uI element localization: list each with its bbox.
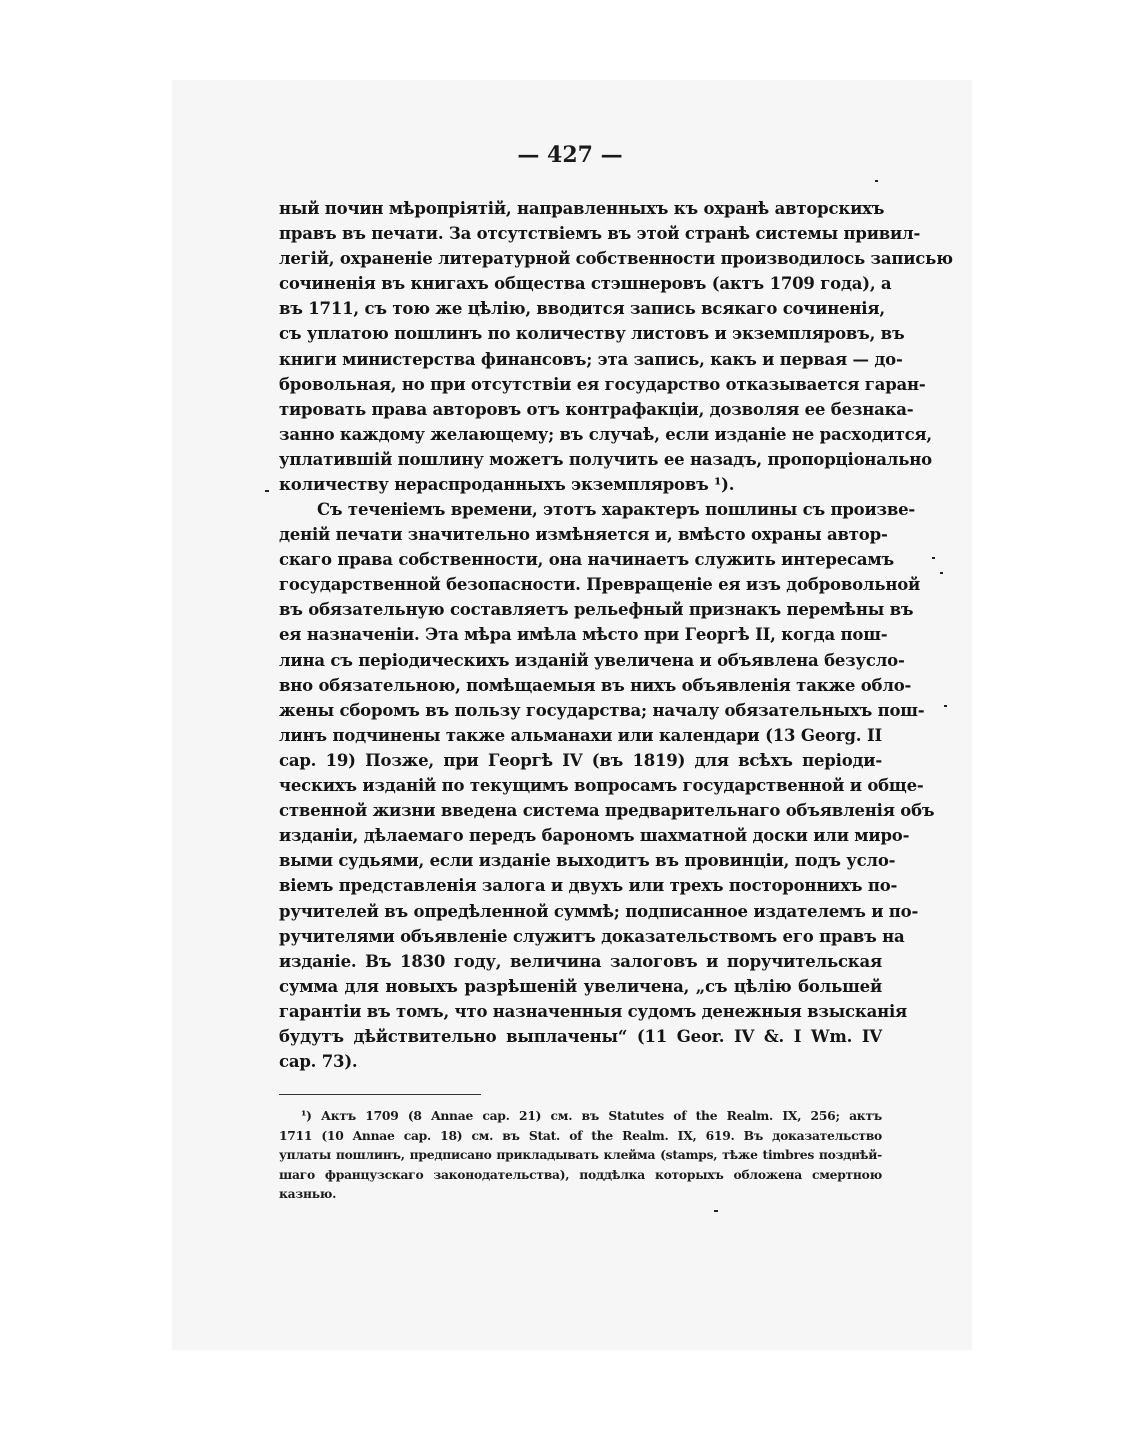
text-line: въ обязательную составляетъ рельефный признакъ перемѣны въ	[279, 600, 914, 620]
footnote-line: ¹) Актъ 1709 (8 Annae cap. 21) см. въ Statutes of the Realm. IX, 256; актъ	[301, 1108, 882, 1123]
text-line: будутъ дѣйствительно выплачены“ (11 Geor. IV &. I Wm. IV	[279, 1026, 882, 1046]
text-line: въ 1711, съ тою же цѣлію, вводится запись всякаго сочиненія,	[279, 299, 885, 319]
text-line: скаго права собственности, она начинаетъ служить интересамъ	[279, 550, 894, 570]
paragraph-2	[279, 497, 935, 1074]
text-line: съ уплатою пошлинъ по количеству листовъ и экземпляровъ, въ	[279, 324, 905, 344]
text-line: сумма для новыхъ разрѣшеній увеличена, „съ цѣлію большей	[279, 976, 882, 996]
text-line: ческихъ изданій по текущимъ вопросамъ государственной и обще-	[279, 776, 924, 796]
text-line: ручителями объявленіе служитъ доказательствомъ его правъ на	[279, 926, 905, 946]
text-line: жены сборомъ въ пользу государства; началу обязательныхъ пош-	[279, 700, 925, 720]
footnote-line: шаго французскаго законодательства), поддѣлка которыхъ обложена смертною	[279, 1166, 882, 1182]
text-line: віемъ представленія залога и двухъ или трехъ постороннихъ по-	[279, 876, 898, 896]
text-line: вно обязательною, помѣщаемыя въ нихъ объявленія также обло-	[279, 675, 912, 695]
text-line: деній печати значительно измѣняется и, вмѣсто охраны автор-	[279, 525, 888, 545]
text-line: сочиненія въ книгахъ общества стэшнеровъ (актъ 1709 года), а	[279, 274, 892, 294]
text-line: тировать права авторовъ отъ контрафакціи, дозволяя ее безнака-	[279, 399, 914, 419]
footnote-line: казнью.	[279, 1186, 337, 1201]
scan-speck	[265, 490, 269, 492]
text-line: правъ въ печати. За отсутствіемъ въ этой странѣ системы привил-	[279, 224, 921, 244]
text-line: количеству нераспроданныхъ экземпляровъ ¹).	[279, 475, 735, 495]
scan-speck	[714, 1210, 718, 1212]
text-line: занно каждому желающему; въ случаѣ, если изданіе не расходится,	[279, 424, 932, 444]
text-line: изданіе. Въ 1830 году, величина залоговъ и поручительская	[279, 951, 882, 971]
paragraph-1	[279, 196, 953, 497]
text-line: выми судьями, если изданіе выходитъ въ провинціи, подъ усло-	[279, 851, 896, 871]
scan-speck	[875, 180, 878, 182]
text-line: cap. 73).	[279, 1052, 358, 1072]
text-line: cap. 19) Позже, при Георгѣ IV (въ 1819) для всѣхъ періоди-	[279, 750, 882, 770]
text-line: книги министерства финансовъ; эта запись, какъ и первая — до-	[279, 349, 903, 369]
text-line: бровольная, но при отсутствіи ея государство отказывается гаран-	[279, 374, 926, 394]
text-line: ственной жизни введена система предварительнаго объявленія объ	[279, 801, 935, 821]
page-number: — 427 —	[517, 142, 623, 168]
text-line: легій, охраненіе литературной собственности производилось записью	[279, 249, 953, 269]
scan-speck	[932, 557, 935, 559]
footnote-line: 1711 (10 Annae cap. 18) см. въ Stat. of the Realm. IX, 619. Въ доказательство	[279, 1127, 882, 1143]
text-line: лина съ періодическихъ изданій увеличена и объявлена безусло-	[279, 650, 905, 670]
footnote-divider	[279, 1094, 481, 1095]
text-line: уплатившій пошлину можетъ получить ее назадъ, пропорціонально	[279, 449, 932, 469]
text-line: ея назначеніи. Эта мѣра имѣла мѣсто при Георгѣ II, когда пош-	[279, 625, 888, 645]
text-line: линъ подчинены также альманахи или календари (13 Georg. II	[279, 725, 882, 745]
text-line: ный почин мѣропріятій, направленныхъ къ охранѣ авторскихъ	[279, 199, 885, 218]
text-line: гарантіи въ томъ, что назначенныя судомъ денежныя взысканія	[279, 1001, 908, 1021]
scan-speck	[940, 572, 943, 574]
footnote-line: уплаты пошлинъ, предписано прикладывать клейма (stamps, тѣже timbres позднѣй-	[279, 1147, 882, 1162]
text-line: Съ теченіемъ времени, этотъ характеръ пошлины съ произве-	[317, 500, 916, 519]
text-line: ручителей въ опредѣленной суммѣ; подписанное издателемъ и по-	[279, 901, 919, 921]
footnote	[279, 1106, 882, 1204]
scan-speck	[944, 705, 947, 707]
text-line: изданіи, дѣлаемаго передъ барономъ шахматной доски или миро-	[279, 826, 910, 846]
text-line: государственной безопасности. Превращеніе ея изъ добровольной	[279, 575, 921, 595]
